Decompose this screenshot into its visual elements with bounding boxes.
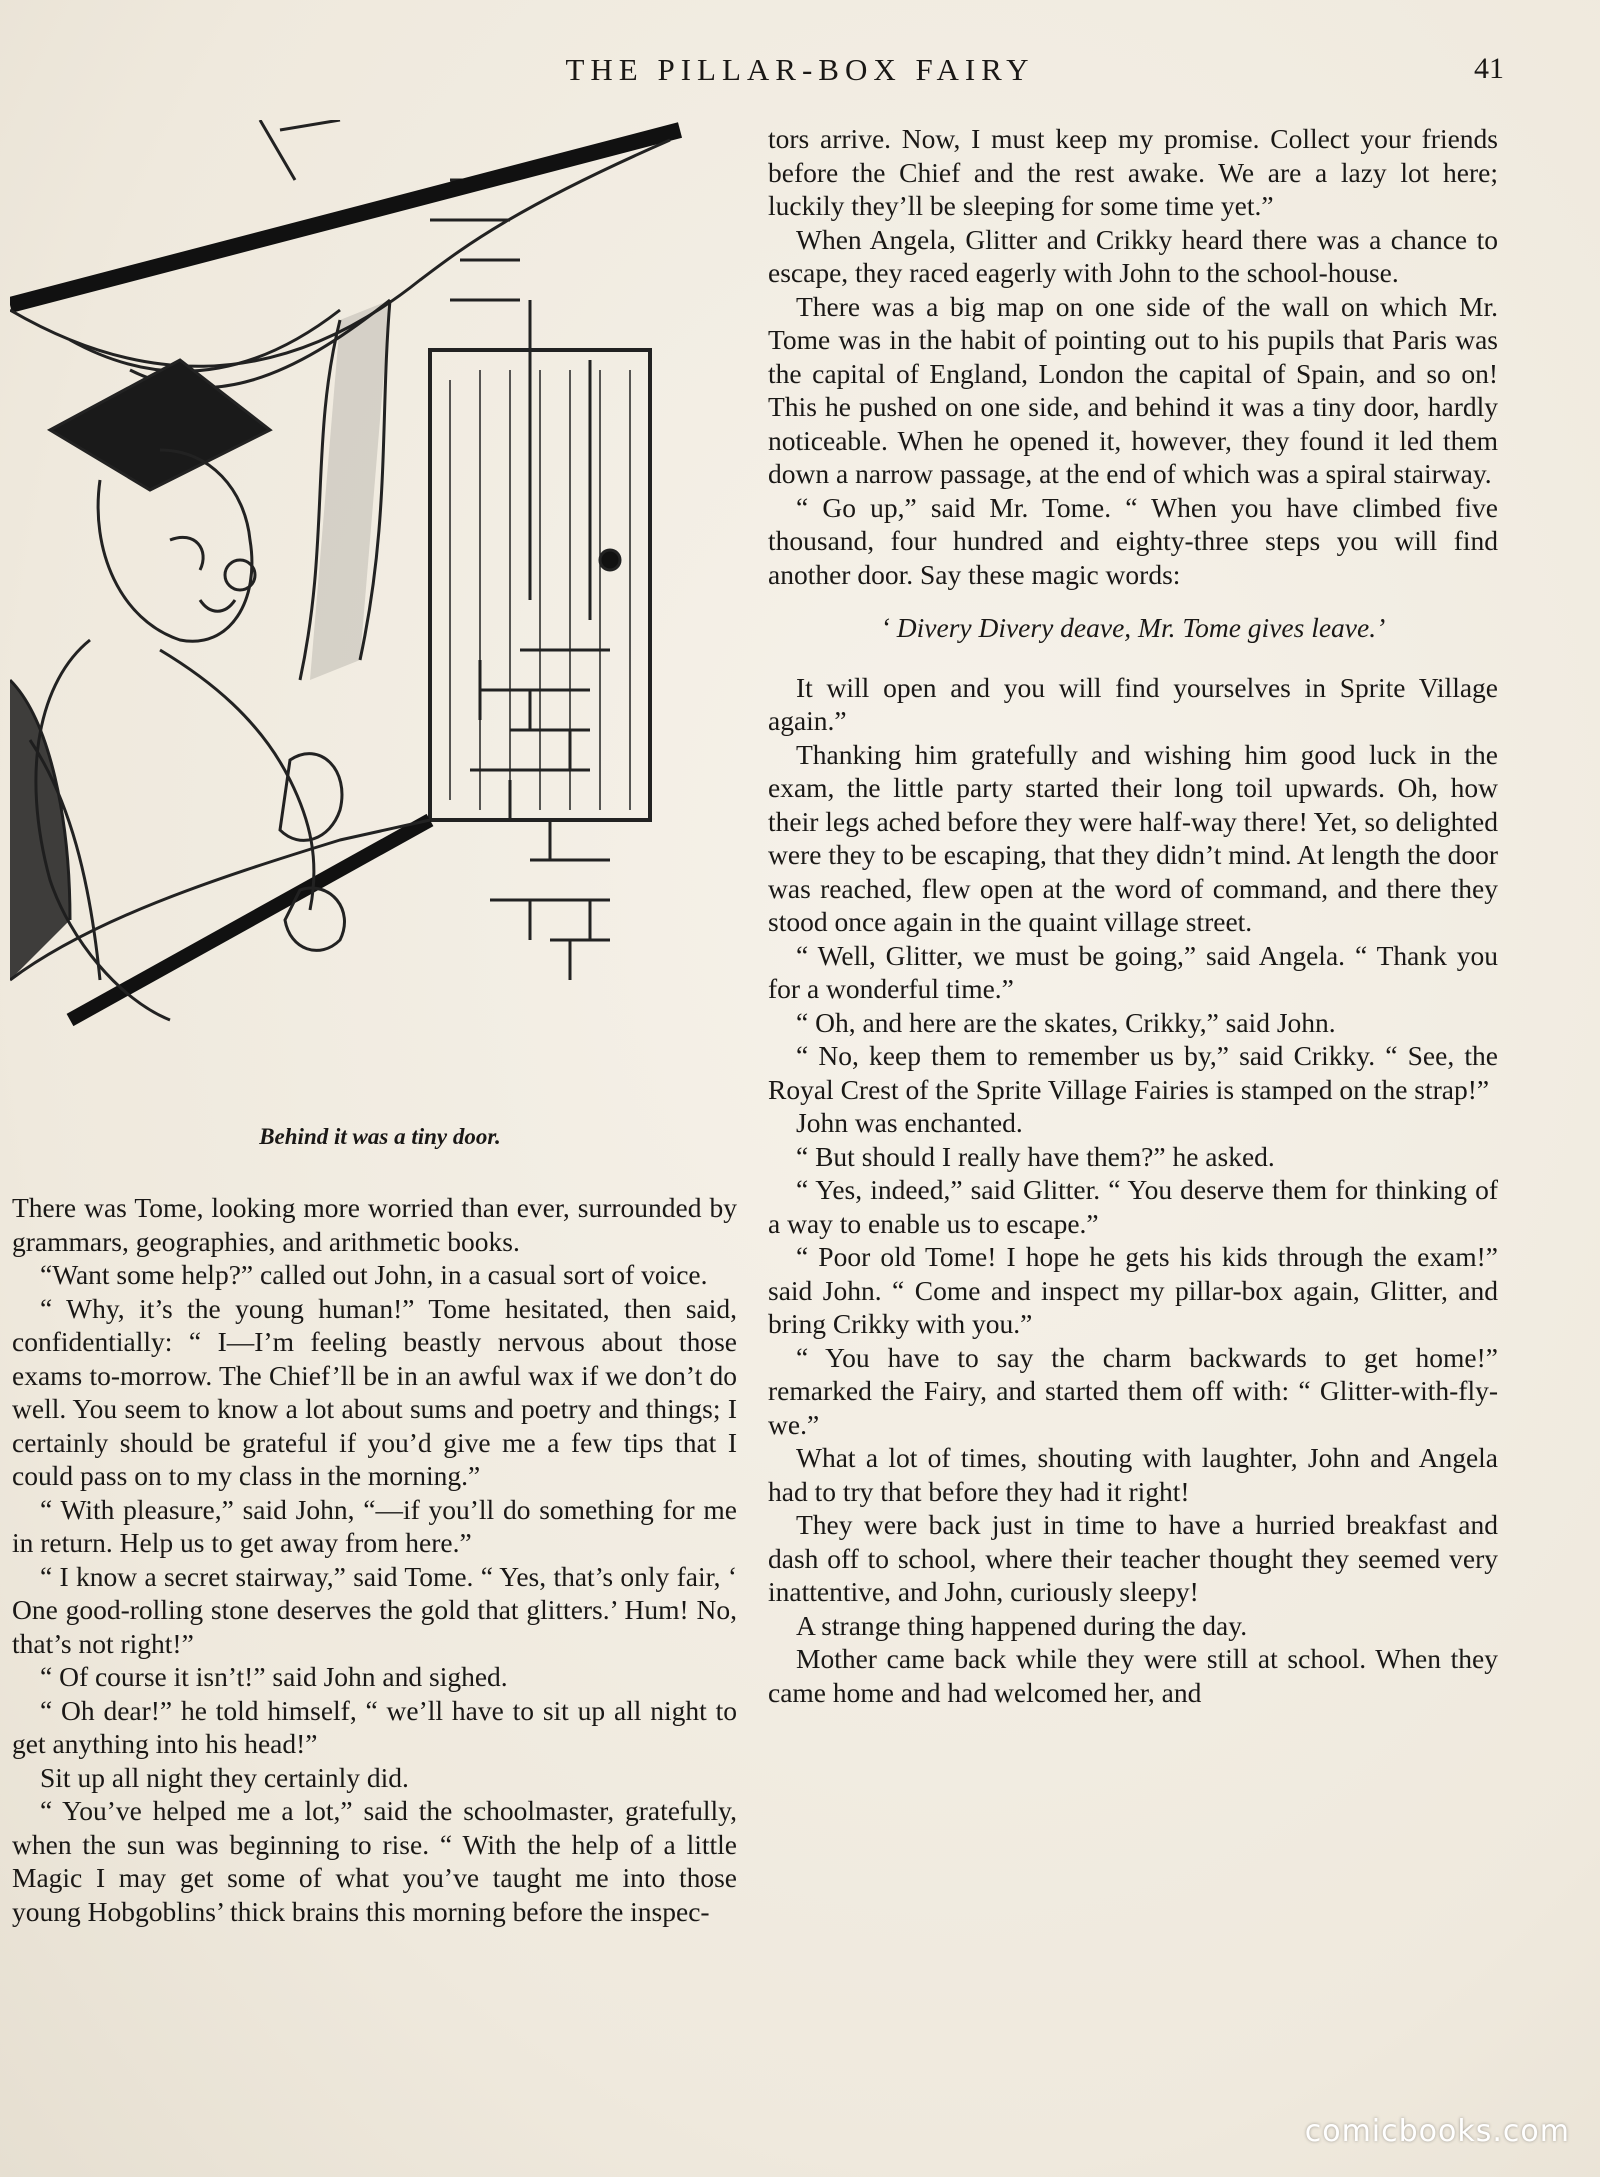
paragraph: “ Yes, indeed,” said Glitter. “ You deserve them for thinking of a way to enable us to escape.” bbox=[768, 1174, 1498, 1239]
paragraph: Mother came back while they were still at school. When they came home and had welcomed her, and bbox=[768, 1643, 1498, 1708]
paragraph: They were back just in time to have a hurried breakfast and dash off to school, where their teacher thought they seemed very inattentive, and John, curiously sleepy! bbox=[768, 1509, 1498, 1607]
page-number: 41 bbox=[1474, 52, 1504, 85]
running-title: THE PILLAR-BOX FAIRY bbox=[565, 52, 1035, 87]
paragraph: “ Poor old Tome! I hope he gets his kids through the exam!” said John. “ Come and inspect my pillar-box again, Glitter, and bring Crikky with you.” bbox=[768, 1241, 1498, 1339]
paragraph: A strange thing happened during the day. bbox=[796, 1609, 1248, 1641]
paragraph: “ But should I really have them?” he asked. bbox=[796, 1140, 1275, 1172]
paragraph: “ I know a secret stairway,” said Tome. “ Yes, that’s only fair, ‘ One good-rolling stone deserves the gold that glitters.’ Hum! No, that’s not right!” bbox=[12, 1560, 737, 1659]
paragraph: John was enchanted. bbox=[796, 1107, 1023, 1138]
paragraph: Sit up all night they certainly did. bbox=[40, 1761, 409, 1793]
paragraph: What a lot of times, shouting with laughter, John and Angela had to try that before they had it right! bbox=[768, 1442, 1498, 1507]
text-column-right bbox=[768, 122, 1498, 1709]
watermark: comicbooks.com bbox=[1304, 2114, 1570, 2149]
paragraph: “ Why, it’s the young human!” Tome hesitated, then said, confidentially: “ I—I’m feeling beastly nervous about those exams to-morrow. The Chief’ll be in an awful wax if we don’t do well. You seem to know a lot about sums and poetry and things; I certainly should be grateful if you’d give me a few tips that I could pass on to my class in the morning.” bbox=[12, 1292, 737, 1491]
paragraph: “ No, keep them to remember us by,” said Crikky. “ See, the Royal Crest of the Sprite Village Fairies is stamped on the strap!” bbox=[768, 1040, 1498, 1105]
paragraph: Thanking him gratefully and wishing him good luck in the exam, the little party started their long toil upwards. Oh, how their legs ached before they were half-way there! Yet, so delighted were they to be escaping, that they didn’t mind. At length the door was reached, flew open at the word of command, and there they stood once again in the quaint village street. bbox=[768, 738, 1498, 937]
paragraph: “ Go up,” said Mr. Tome. “ When you have climbed five thousand, four hundred and eighty-three steps you will find another door. Say these magic words: bbox=[768, 491, 1498, 590]
paragraph: “ Of course it isn’t!” said John and sighed. bbox=[40, 1661, 508, 1692]
paragraph: It will open and you will find yourselves in Sprite Village again.” bbox=[768, 671, 1498, 736]
illustration-schoolmaster-at-door bbox=[10, 120, 750, 1130]
magic-words-quote: ‘ Divery Divery deave, Mr. Tome gives leave.’ bbox=[880, 612, 1386, 643]
paragraph: “ Oh, and here are the skates, Crikky,” said John. bbox=[796, 1006, 1336, 1038]
text-column-left bbox=[12, 1191, 737, 1928]
illustration-caption: Behind it was a tiny door. bbox=[259, 1124, 501, 1149]
paragraph: “ Well, Glitter, we must be going,” said Angela. “ Thank you for a wonderful time.” bbox=[768, 939, 1498, 1004]
paragraph: “ You’ve helped me a lot,” said the schoolmaster, gratefully, when the sun was beginning to rise. “ With the help of a little Magic I may get some of what you’ve taught me into those young Hobgoblins’ thick brains this morning before the inspec- bbox=[12, 1795, 737, 1927]
paragraph: “ With pleasure,” said John, “—if you’ll do something for me in return. Help us to get away from here.” bbox=[12, 1493, 737, 1558]
paragraph: There was Tome, looking more worried than ever, surrounded by grammars, geographies, and arithmetic books. bbox=[12, 1192, 737, 1257]
paragraph: “ Oh dear!” he told himself, “ we’ll have to sit up all night to get anything into his head!” bbox=[12, 1694, 737, 1759]
paragraph: When Angela, Glitter and Crikky heard there was a chance to escape, they raced eagerly with John to the school-house. bbox=[768, 223, 1498, 288]
paragraph: tors arrive. Now, I must keep my promise. Collect your friends before the Chief and the rest awake. We are a lazy lot here; luckily they’ll be sleeping for some time yet.” bbox=[768, 123, 1498, 221]
paragraph: “ You have to say the charm backwards to get home!” remarked the Fairy, and started them off with: “ Glitter-with-fly-we.” bbox=[768, 1341, 1498, 1440]
paragraph: There was a big map on one side of the wall on which Mr. Tome was in the habit of pointing out to his pupils that Paris was the capital of England, London the capital of Spain, and so on! This he pushed on one side, and behind it was a tiny door, hardly noticeable. When he opened it, however, they found it led them down a narrow passage, at the end of which was a spiral stairway. bbox=[768, 290, 1498, 489]
paragraph: “Want some help?” called out John, in a casual sort of voice. bbox=[40, 1259, 708, 1290]
